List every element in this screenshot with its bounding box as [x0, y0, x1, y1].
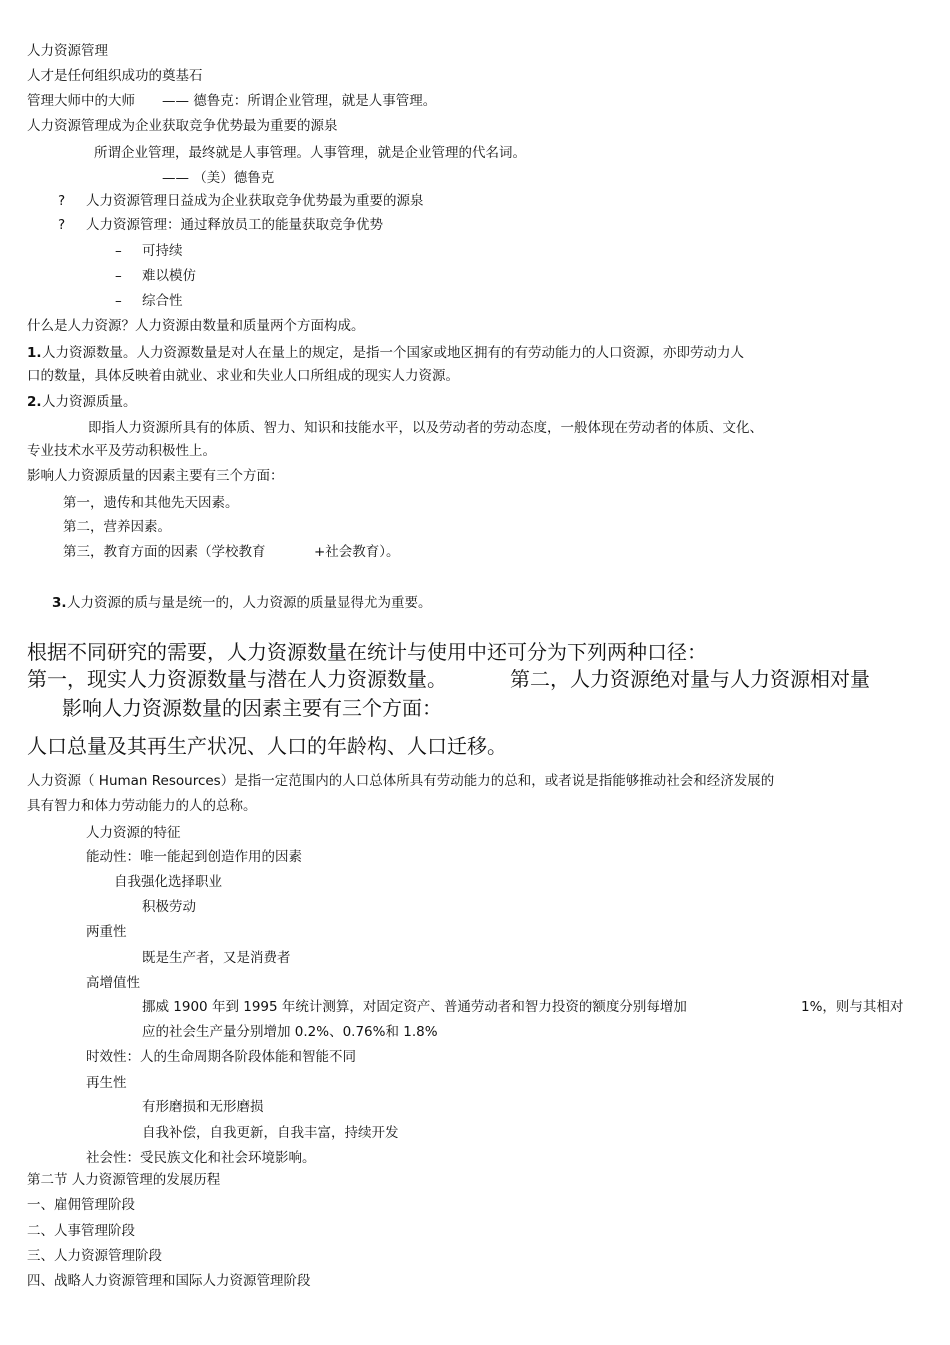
list-item: 四、战略人力资源管理和国际人力资源管理阶段	[27, 1273, 311, 1289]
list-item: 三、人力资源管理阶段	[27, 1248, 162, 1264]
dash-marker: –	[115, 243, 122, 259]
text-line: 能动性：唯一能起到创造作用的因素	[86, 849, 302, 865]
sub-bullet-text: 综合性	[142, 293, 183, 309]
bullet-text: 人力资源管理：通过释放员工的能量获取竞争优势	[86, 217, 383, 233]
text-line: 什么是人力资源？人力资源由数量和质量两个方面构成。	[27, 318, 365, 334]
text-line: 第一，遗传和其他先天因素。	[63, 495, 239, 511]
bullet-text: 人力资源管理日益成为企业获取竞争优势最为重要的源泉	[86, 193, 424, 209]
item-number: 1.	[27, 345, 42, 361]
text-line: 人才是任何组织成功的奠基石	[27, 68, 203, 84]
text-line: 自我补偿，自我更新，自我丰富，持续开发	[142, 1125, 399, 1141]
section-heading: 人力资源的特征	[86, 825, 181, 841]
text-line: 应的社会生产量分别增加 0.2%、0.76%和 1.8%	[142, 1024, 438, 1040]
text-line: 1%，则与其相对	[801, 999, 904, 1015]
dash-marker: –	[115, 293, 122, 309]
text-line: —— 德鲁克：所谓企业管理，就是人事管理。	[162, 93, 437, 109]
text-line: 具有智力和体力劳动能力的人的总称。	[27, 798, 257, 814]
list-item: 二、人事管理阶段	[27, 1223, 135, 1239]
text-line: 高增值性	[86, 975, 140, 991]
text-line: +社会教育）。	[314, 544, 400, 560]
list-item: 一、雇佣管理阶段	[27, 1197, 135, 1213]
large-text-line: 人口总量及其再生产状况、人口的年龄构、人口迁移。	[27, 734, 507, 758]
dash-marker: –	[115, 268, 122, 284]
doc-title: 人力资源管理	[27, 43, 108, 59]
text-line: 专业技术水平及劳动积极性上。	[27, 443, 216, 459]
text-line: 即指人力资源所具有的体质、智力、知识和技能水平，以及劳动者的劳动态度，一般体现在劳动者的体质、文化、	[88, 420, 763, 436]
text-line: 再生性	[86, 1075, 127, 1091]
text-line: 人力资源管理成为企业获取竞争优势最为重要的源泉	[27, 118, 338, 134]
text-line: 人力资源数量。人力资源数量是对人在量上的规定，是指一个国家或地区拥有的有劳动能力的人口资源，亦即劳动力人	[42, 345, 744, 361]
text-line: 口的数量，具体反映着由就业、求业和失业人口所组成的现实人力资源。	[27, 368, 459, 384]
section-heading: 第二节 人力资源管理的发展历程	[27, 1172, 221, 1188]
text-line: 管理大师中的大师	[27, 93, 135, 109]
text-line: 人力资源质量。	[42, 394, 137, 410]
text-line: 社会性：受民族文化和社会环境影响。	[86, 1150, 316, 1166]
text-line: 人力资源（ Human Resources）是指一定范围内的人口总体所具有劳动能力的总和，或者说是指能够推动社会和经济发展的	[27, 773, 775, 789]
text-line: 自我强化选择职业	[114, 874, 222, 890]
text-line: 挪威 1900 年到 1995 年统计测算，对固定资产、普通劳动者和智力投资的额度分别每增加	[142, 999, 687, 1015]
text-line: 既是生产者，又是消费者	[142, 950, 291, 966]
text-line: 两重性	[86, 924, 127, 940]
text-line: 第二，营养因素。	[63, 519, 171, 535]
large-text-line: 影响人力资源数量的因素主要有三个方面：	[62, 696, 442, 720]
text-line: 时效性：人的生命周期各阶段体能和智能不同	[86, 1049, 356, 1065]
item-number: 3.	[52, 595, 67, 611]
text-line: 有形磨损和无形磨损	[142, 1099, 264, 1115]
text-line: 积极劳动	[142, 899, 196, 915]
item-number: 2.	[27, 394, 42, 410]
text-line: 影响人力资源质量的因素主要有三个方面：	[27, 468, 284, 484]
sub-bullet-text: 可持续	[142, 243, 183, 259]
large-text-line: 第一，现实人力资源数量与潜在人力资源数量。	[27, 667, 447, 691]
large-text-line: 第二，人力资源绝对量与人力资源相对量	[510, 667, 870, 691]
sub-bullet-text: 难以模仿	[142, 268, 196, 284]
text-line: 人力资源的质与量是统一的，人力资源的质量显得尤为重要。	[67, 595, 432, 611]
large-text-line: 根据不同研究的需要，人力资源数量在统计与使用中还可分为下列两种口径：	[27, 640, 707, 664]
quote-line: 所谓企业管理，最终就是人事管理。人事管理，就是企业管理的代名词。	[94, 145, 526, 161]
bullet-marker: ?	[58, 193, 66, 209]
bullet-marker: ?	[58, 217, 66, 233]
text-line: 第三，教育方面的因素（学校教育	[63, 544, 266, 560]
quote-attribution: —— （美）德鲁克	[162, 170, 275, 186]
